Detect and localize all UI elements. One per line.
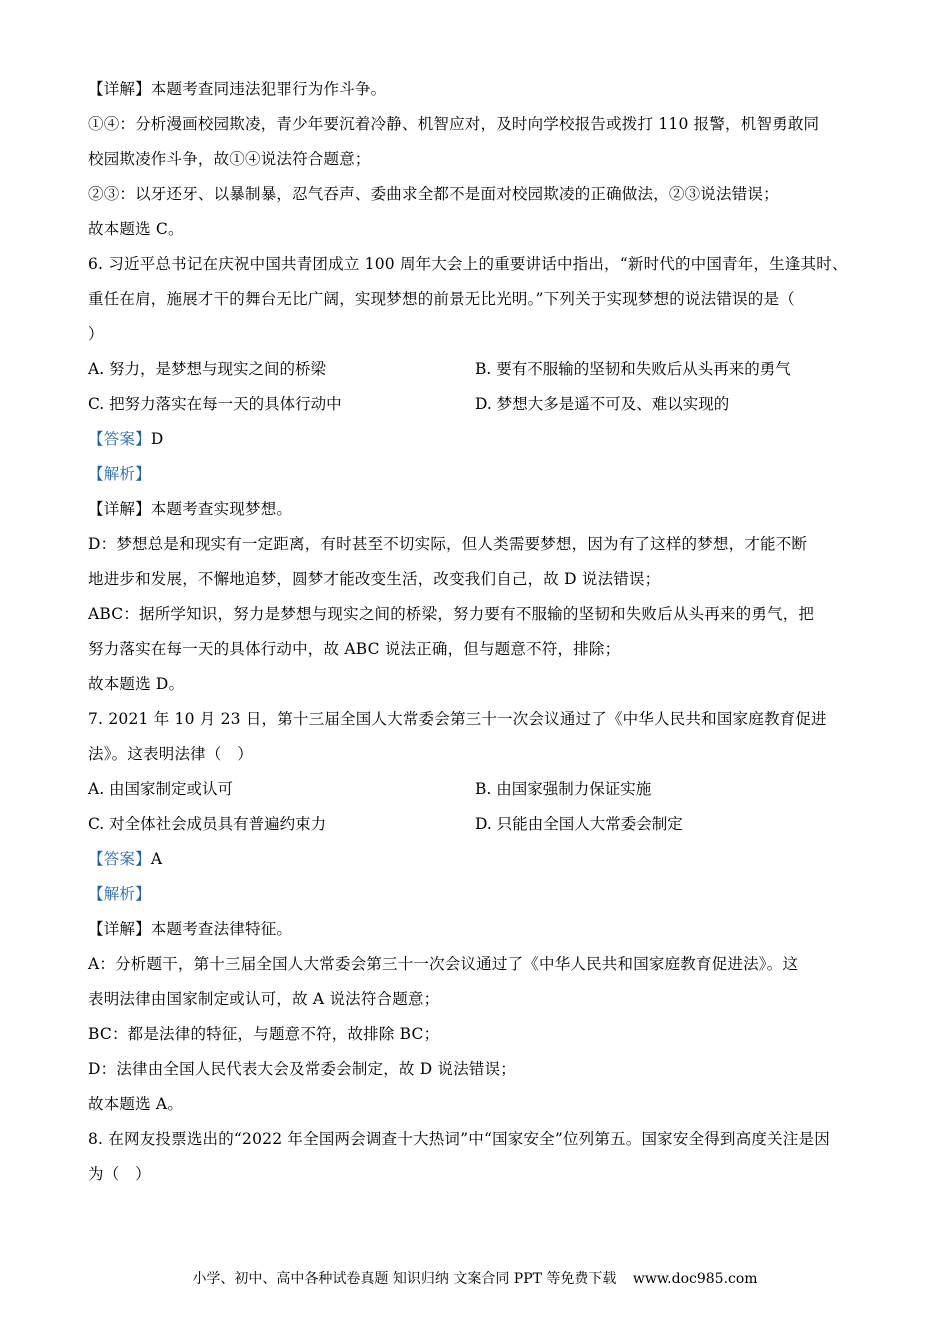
detail-line: ①④：分析漫画校园欺凌，青少年要沉着冷静、机智应对，及时向学校报告或拨打 110 报警，机智勇敢同: [88, 115, 820, 133]
answer-value: A: [150, 850, 163, 868]
option-b: B. 由国家强制力保证实施: [475, 780, 652, 798]
detail-line: D：法律由全国人民代表大会及常委会制定，故 D 说法错误；: [88, 1060, 517, 1078]
detail-line: 【详解】本题考查法律特征。: [88, 920, 293, 938]
conclusion-line: 故本题选 D。: [88, 675, 185, 693]
option-a: A. 由国家制定或认可: [88, 780, 234, 798]
question-7-stem: 法》。这表明法律（ ）: [88, 745, 253, 763]
detail-line: BC：都是法律的特征，与题意不符，故排除 BC；: [88, 1025, 440, 1043]
document-body: [88, 72, 878, 1192]
question-7-stem: 7. 2021 年 10 月 23 日，第十三届全国人大常委会第三十一次会议通过了《中华人民共和国家庭教育促进: [88, 710, 827, 728]
option-b: B. 要有不服输的坚韧和失败后从头再来的勇气: [475, 360, 791, 378]
detail-line: 校园欺凌作斗争，故①④说法符合题意；: [88, 150, 371, 168]
detail-line: ABC：据所学知识，努力是梦想与现实之间的桥梁，努力要有不服输的坚韧和失败后从头再来的勇气，把: [88, 605, 815, 623]
detail-line: 表明法律由国家制定或认可，故 A 说法符合题意；: [88, 990, 440, 1008]
answer-label: 【答案】: [88, 430, 151, 448]
detail-line: ②③：以牙还牙、以暴制暴，忍气吞声、委曲求全都不是面对校园欺凌的正确做法，②③说法错误；: [88, 185, 779, 203]
option-c: C. 对全体社会成员具有普遍约束力: [88, 815, 327, 833]
footer-text: 小学、初中、高中各种试卷真题 知识归纳 文案合同 PPT 等免费下载: [192, 1271, 617, 1287]
question-6-stem: 重任在肩，施展才干的舞台无比广阔，实现梦想的前景无比光明。”下列关于实现梦想的说法错误的是（: [88, 290, 795, 308]
question-6-options-row: [88, 352, 878, 387]
page-footer: [0, 1268, 950, 1288]
conclusion-line: 故本题选 C。: [88, 220, 184, 238]
detail-line: 努力落实在每一天的具体行动中，故 ABC 说法正确，但与题意不符，排除；: [88, 640, 621, 658]
question-6-options-row: [88, 387, 878, 422]
option-c: C. 把努力落实在每一天的具体行动中: [88, 395, 342, 413]
option-a: A. 努力，是梦想与现实之间的桥梁: [88, 360, 327, 378]
question-8-stem: 为（ ）: [88, 1165, 151, 1183]
question-6-stem: 6. 习近平总书记在庆祝中国共青团成立 100 周年大会上的重要讲话中指出，“新时代的中国青年，生逢其时、: [88, 255, 848, 273]
answer-line: [88, 842, 878, 877]
answer-label: 【答案】: [88, 850, 151, 868]
analysis-label: 【解析】: [88, 885, 151, 903]
question-6-stem: ）: [88, 325, 104, 343]
conclusion-line: 故本题选 A。: [88, 1095, 184, 1113]
option-d: D. 梦想大多是遥不可及、难以实现的: [475, 395, 730, 413]
question-7-options-row: [88, 807, 878, 842]
detail-line: A：分析题干，第十三届全国人大常委会第三十一次会议通过了《中华人民共和国家庭教育促进法》。这: [88, 955, 799, 973]
question-8-stem: 8. 在网友投票选出的“2022 年全国两会调查十大热词”中“国家安全”位列第五。国家安全得到高度关注是因: [88, 1130, 830, 1148]
answer-line: [88, 422, 878, 457]
footer-link[interactable]: www.doc985.com: [632, 1271, 758, 1287]
answer-value: D: [150, 430, 164, 448]
analysis-label: 【解析】: [88, 465, 151, 483]
option-d: D. 只能由全国人大常委会制定: [475, 815, 683, 833]
detail-line: 地进步和发展，不懈地追梦，圆梦才能改变生活，改变我们自己，故 D 说法错误；: [88, 570, 661, 588]
detail-line: 【详解】本题考查同违法犯罪行为作斗争。: [88, 80, 387, 98]
question-7-options-row: [88, 772, 878, 807]
detail-line: 【详解】本题考查实现梦想。: [88, 500, 293, 518]
detail-line: D：梦想总是和现实有一定距离，有时甚至不切实际，但人类需要梦想，因为有了这样的梦想，才能不断: [88, 535, 808, 553]
